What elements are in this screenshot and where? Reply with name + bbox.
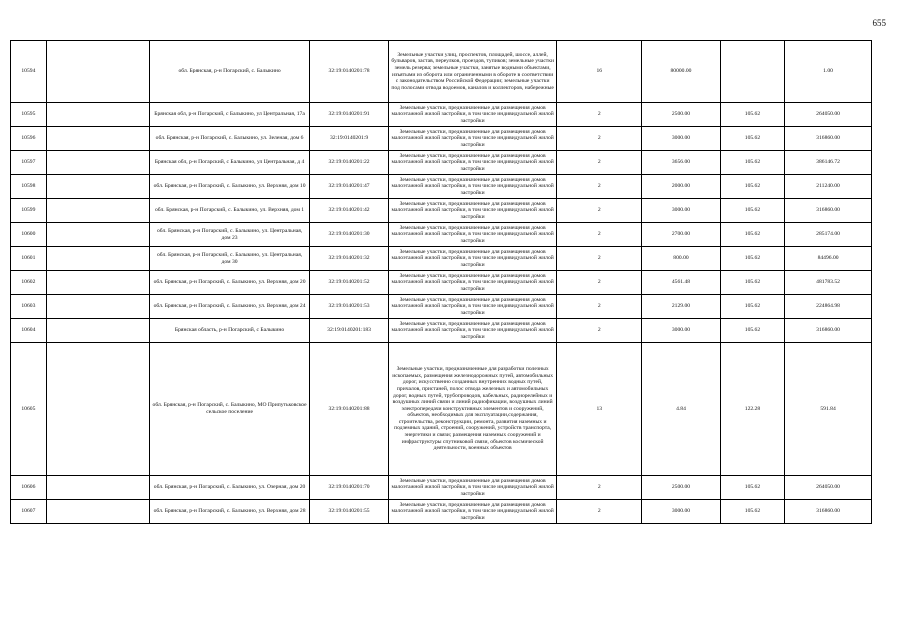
area-cell: 80000.00	[642, 41, 721, 103]
page-number: 655	[872, 18, 886, 28]
cadastral-value-cell: 591.84	[785, 343, 872, 476]
use-group-cell: 13	[557, 343, 642, 476]
spacer-cell	[46, 500, 149, 524]
use-group-cell: 2	[557, 151, 642, 175]
land-use-description-cell: Земельные участки, предназначенные для размещения домов малоэтажной жилой застройки, в том числе индивидуальной жилой застройки	[388, 500, 557, 524]
spacer-cell	[46, 223, 149, 247]
use-group-cell: 2	[557, 476, 642, 500]
land-use-description-cell: Земельные участки, предназначенные для размещения домов малоэтажной жилой застройки, в том числе индивидуальной жилой застройки	[388, 319, 557, 343]
table-body	[11, 41, 872, 524]
table-row	[11, 271, 872, 295]
land-use-description-cell: Земельные участки, предназначенные для размещения домов малоэтажной жилой застройки, в том числе индивидуальной жилой застройки	[388, 127, 557, 151]
address-cell: обл. Брянская, р-н Погарский, с. Балыкино, МО Припутьковское сельское поселение	[149, 343, 309, 476]
cadastral-number-cell: 32:19:0140201:30	[310, 223, 389, 247]
specific-value-cell: 105.62	[720, 175, 784, 199]
land-use-description-cell: Земельные участки улиц, проспектов, площадей, шоссе, аллей, бульваров, застав, переулков, проездов, тупиков; земельные участки земель резерва; земельные участки, занятые водными объектами, изъятыми из оборота или ограниченными в обороте в соответствии с законодательством Российской Федерации; земельные участки под полосами отвода водоемов, каналов и коллекторов, набережные	[388, 41, 557, 103]
land-use-description-cell: Земельные участки, предназначенные для размещения домов малоэтажной жилой застройки, в том числе индивидуальной жилой застройки	[388, 223, 557, 247]
cadastral-value-cell: 316860.00	[785, 319, 872, 343]
area-cell: 3000.00	[642, 319, 721, 343]
table-row	[11, 319, 872, 343]
use-group-cell: 2	[557, 295, 642, 319]
row-number: 10605	[11, 343, 47, 476]
table-row	[11, 199, 872, 223]
land-use-description-cell: Земельные участки, предназначенные для размещения домов малоэтажной жилой застройки, в том числе индивидуальной жилой застройки	[388, 476, 557, 500]
use-group-cell: 16	[557, 41, 642, 103]
specific-value-cell: 105.62	[720, 500, 784, 524]
specific-value-cell: 105.62	[720, 295, 784, 319]
use-group-cell: 2	[557, 247, 642, 271]
cadastral-value-cell: 316860.00	[785, 127, 872, 151]
specific-value-cell: 105.62	[720, 319, 784, 343]
address-cell: обл. Брянская, р-н Погарский, с. Балыкино, ул. Верхняя, дом 28	[149, 500, 309, 524]
cadastral-value-cell: 285174.00	[785, 223, 872, 247]
specific-value-cell: 105.62	[720, 271, 784, 295]
cadastral-value-cell: 264050.00	[785, 103, 872, 127]
cadastral-value-cell: 316860.00	[785, 199, 872, 223]
cadastral-number-cell: 32:19:0140201:88	[310, 343, 389, 476]
address-cell: Брянская область, р-н Погарский, с Балыкино	[149, 319, 309, 343]
area-cell: 2700.00	[642, 223, 721, 247]
table-row	[11, 476, 872, 500]
spacer-cell	[46, 476, 149, 500]
spacer-cell	[46, 343, 149, 476]
land-use-description-cell: Земельные участки, предназначенные для размещения домов малоэтажной жилой застройки, в том числе индивидуальной жилой застройки	[388, 175, 557, 199]
land-use-description-cell: Земельные участки, предназначенные для размещения домов малоэтажной жилой застройки, в том числе индивидуальной жилой застройки	[388, 247, 557, 271]
specific-value-cell: 105.62	[720, 223, 784, 247]
cadastral-value-cell: 224864.98	[785, 295, 872, 319]
address-cell: обл. Брянская, р-н Погарский, с. Балыкино	[149, 41, 309, 103]
cadastral-number-cell: 32:19:0140201:22	[310, 151, 389, 175]
use-group-cell: 2	[557, 500, 642, 524]
address-cell: обл. Брянская, р-н Погарский, с. Балыкино, ул. Верхняя, дом 24	[149, 295, 309, 319]
area-cell: 3000.00	[642, 500, 721, 524]
address-cell: Брянская обл, р-н Погарский, с Балыкино, ул Центральная, 17а	[149, 103, 309, 127]
specific-value-cell: 105.62	[720, 151, 784, 175]
row-number: 10599	[11, 199, 47, 223]
land-use-description-cell: Земельные участки, предназначенные для размещения домов малоэтажной жилой застройки, в том числе индивидуальной жилой застройки	[388, 271, 557, 295]
area-cell: 2129.00	[642, 295, 721, 319]
specific-value-cell: 105.62	[720, 476, 784, 500]
use-group-cell: 2	[557, 319, 642, 343]
table-row	[11, 500, 872, 524]
table-row	[11, 175, 872, 199]
row-number: 10603	[11, 295, 47, 319]
address-cell: обл. Брянская, р-н Погарский, с. Балыкино, ул. Верхняя, дом 10	[149, 175, 309, 199]
address-cell: обл. Брянская, р-н Погарский, с. Балыкино, ул. Центральная, дом 30	[149, 247, 309, 271]
cadastral-number-cell: 32:19:0140201:42	[310, 199, 389, 223]
area-cell: 2000.00	[642, 175, 721, 199]
spacer-cell	[46, 127, 149, 151]
table-row	[11, 295, 872, 319]
cadastral-number-cell: 32:19:0140201:9	[310, 127, 389, 151]
area-cell: 3000.00	[642, 199, 721, 223]
area-cell: 2500.00	[642, 476, 721, 500]
land-use-description-cell: Земельные участки, предназначенные для размещения домов малоэтажной жилой застройки, в том числе индивидуальной жилой застройки	[388, 151, 557, 175]
area-cell: 4561.48	[642, 271, 721, 295]
spacer-cell	[46, 319, 149, 343]
address-cell: обл. Брянская, р-н Погарский, с. Балыкино, ул. Озерная, дом 20	[149, 476, 309, 500]
table-row	[11, 103, 872, 127]
specific-value-cell: 105.62	[720, 199, 784, 223]
row-number: 10604	[11, 319, 47, 343]
spacer-cell	[46, 103, 149, 127]
specific-value-cell: 105.62	[720, 103, 784, 127]
use-group-cell: 2	[557, 175, 642, 199]
land-registry-table	[10, 40, 872, 524]
cadastral-value-cell: 481783.52	[785, 271, 872, 295]
table-row	[11, 223, 872, 247]
row-number: 10594	[11, 41, 47, 103]
land-use-description-cell: Земельные участки, предназначенные для размещения домов малоэтажной жилой застройки, в том числе индивидуальной жилой застройки	[388, 295, 557, 319]
use-group-cell: 2	[557, 271, 642, 295]
spacer-cell	[46, 271, 149, 295]
cadastral-value-cell: 211240.00	[785, 175, 872, 199]
use-group-cell: 2	[557, 223, 642, 247]
table-row	[11, 127, 872, 151]
spacer-cell	[46, 247, 149, 271]
area-cell: 4.84	[642, 343, 721, 476]
cadastral-value-cell: 264050.00	[785, 476, 872, 500]
row-number: 10595	[11, 103, 47, 127]
row-number: 10606	[11, 476, 47, 500]
spacer-cell	[46, 175, 149, 199]
land-use-description-cell: Земельные участки, предназначенные для размещения домов малоэтажной жилой застройки, в том числе индивидуальной жилой застройки	[388, 199, 557, 223]
row-number: 10607	[11, 500, 47, 524]
land-use-description-cell: Земельные участки, предназначенные для размещения домов малоэтажной жилой застройки, в том числе индивидуальной жилой застройки	[388, 103, 557, 127]
cadastral-value-cell: 1.00	[785, 41, 872, 103]
address-cell: Брянская обл, р-н Погарский, с Балыкино, ул Центральная, д 4	[149, 151, 309, 175]
specific-value-cell	[720, 41, 784, 103]
row-number: 10602	[11, 271, 47, 295]
address-cell: обл. Брянская, р-н Погарский, с. Балыкино, ул. Центральная, дом 23	[149, 223, 309, 247]
row-number: 10601	[11, 247, 47, 271]
cadastral-value-cell: 386146.72	[785, 151, 872, 175]
specific-value-cell: 105.62	[720, 127, 784, 151]
spacer-cell	[46, 199, 149, 223]
row-number: 10597	[11, 151, 47, 175]
cadastral-value-cell: 84496.00	[785, 247, 872, 271]
cadastral-number-cell: 32:19:0140201:70	[310, 476, 389, 500]
table-row	[11, 343, 872, 476]
area-cell: 800.00	[642, 247, 721, 271]
use-group-cell: 2	[557, 127, 642, 151]
spacer-cell	[46, 295, 149, 319]
specific-value-cell: 105.62	[720, 247, 784, 271]
cadastral-number-cell: 32:19:0140201:55	[310, 500, 389, 524]
land-use-description-cell: Земельные участки, предназначенные для разработки полезных ископаемых, размещения железнодорожных путей, автомобильных дорог, искусственно созданных внутренних водных путей, причалов, пристаней, полос отвода железных и автомобильных дорог, водных путей, трубопроводов, кабельных, радиорелейных и воздушных линий связи и линий радиофикации, воздушных линий электропередачи конструктивных элементов и сооружений, объектов, необходимых для эксплуатации,содержания, строительства, реконструкции, ремонта, развития наземных и подземных зданий, строений, сооружений, устройств транспорта, энергетики и связи; размещения наземных сооружений и инфраструктуры спутниковой связи, объектов космической деятельности, военных объектов	[388, 343, 557, 476]
area-cell: 3000.00	[642, 127, 721, 151]
spacer-cell	[46, 151, 149, 175]
cadastral-number-cell: 32:19:0140201:52	[310, 271, 389, 295]
table-row	[11, 247, 872, 271]
table-row	[11, 41, 872, 103]
cadastral-number-cell: 32:19:0140201:91	[310, 103, 389, 127]
area-cell: 3656.00	[642, 151, 721, 175]
row-number: 10596	[11, 127, 47, 151]
row-number: 10600	[11, 223, 47, 247]
cadastral-value-cell: 316860.00	[785, 500, 872, 524]
use-group-cell: 2	[557, 199, 642, 223]
use-group-cell: 2	[557, 103, 642, 127]
cadastral-number-cell: 32:19:0140201:78	[310, 41, 389, 103]
address-cell: обл. Брянская, р-н Погарский, с. Балыкино, ул. Верхняя, дом 1	[149, 199, 309, 223]
table-row	[11, 151, 872, 175]
address-cell: обл. Брянская, р-н Погарский, с. Балыкино, ул. Верхняя, дом 20	[149, 271, 309, 295]
row-number: 10598	[11, 175, 47, 199]
area-cell: 2500.00	[642, 103, 721, 127]
spacer-cell	[46, 41, 149, 103]
specific-value-cell: 122.28	[720, 343, 784, 476]
cadastral-number-cell: 32:19:0140201:32	[310, 247, 389, 271]
cadastral-number-cell: 32:19:0140201:47	[310, 175, 389, 199]
cadastral-number-cell: 32:19:0140201:53	[310, 295, 389, 319]
address-cell: обл. Брянская, р-н Погарский, с. Балыкино, ул. Зеленая, дом 6	[149, 127, 309, 151]
cadastral-number-cell: 32:19:0140201:183	[310, 319, 389, 343]
